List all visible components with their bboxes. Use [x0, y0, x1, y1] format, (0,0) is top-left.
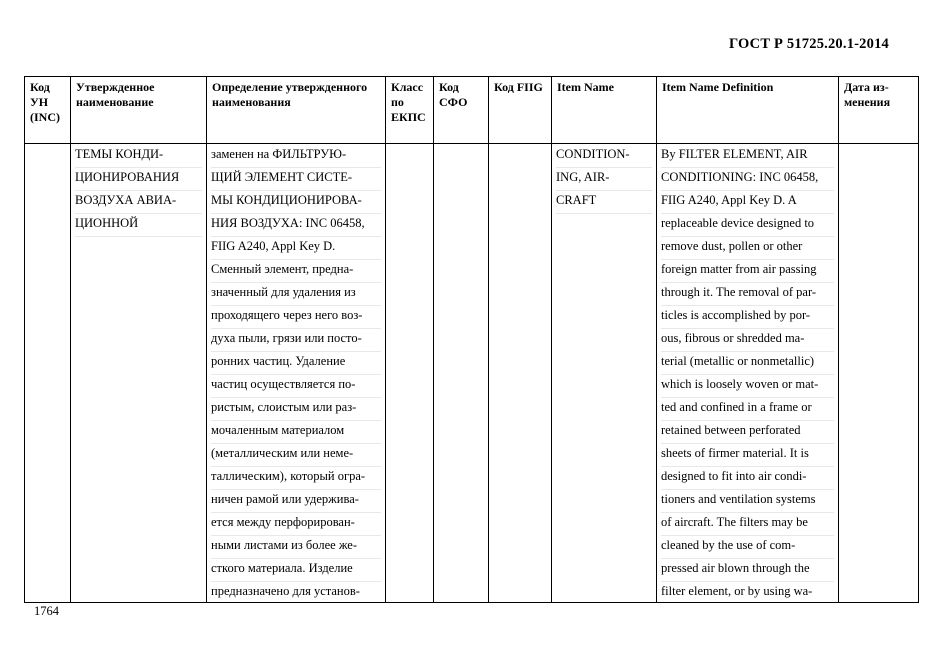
text-line: ТЕМЫ КОНДИ-	[75, 145, 202, 168]
cell-item-name	[552, 144, 657, 603]
cell-sfo-code	[434, 144, 489, 603]
text-line: мочаленным материалом	[211, 421, 381, 444]
catalog-table	[24, 76, 919, 603]
text-line: By FILTER ELEMENT, AIR	[661, 145, 834, 168]
text-line: FIIG A240, Appl Key D. A	[661, 191, 834, 214]
column-header-change-date: Дата из-менения	[839, 77, 919, 144]
text-line: ING, AIR-	[556, 168, 652, 191]
text-line: FIIG A240, Appl Key D.	[211, 237, 381, 260]
text-line: through it. The removal of par-	[661, 283, 834, 306]
text-line: of aircraft. The filters may be	[661, 513, 834, 536]
column-header-sfo-code: Код СФО	[434, 77, 489, 144]
text-line: сткого материала. Изделие	[211, 559, 381, 582]
cell-inc	[25, 144, 71, 603]
cell-item-name-definition	[657, 144, 839, 603]
text-line: частиц осуществляется по-	[211, 375, 381, 398]
document-header-standard: ГОСТ Р 51725.20.1-2014	[728, 36, 889, 52]
text-line: tioners and ventilation systems	[661, 490, 834, 513]
text-line: pressed air blown through the	[661, 559, 834, 582]
text-line: CONDITIONING: INC 06458,	[661, 168, 834, 191]
text-line: таллическим), который огра-	[211, 467, 381, 490]
table-row	[25, 144, 919, 603]
text-line: (металлическим или неме-	[211, 444, 381, 467]
text-line: НИЯ ВОЗДУХА: INC 06458,	[211, 214, 381, 237]
column-header-definition-ru: Определение утвержденного наименования	[207, 77, 386, 144]
text-line: Сменный элемент, предна-	[211, 260, 381, 283]
text-line: terial (metallic or nonmetallic)	[661, 352, 834, 375]
text-line: ticles is accomplished by por-	[661, 306, 834, 329]
cell-definition-ru	[207, 144, 386, 603]
text-line: designed to fit into air condi-	[661, 467, 834, 490]
cell-change-date	[839, 144, 919, 603]
text-line: ронних частиц. Удаление	[211, 352, 381, 375]
column-header-approved-name: Утвержденное наименование	[71, 77, 207, 144]
text-line: духа пыли, грязи или посто-	[211, 329, 381, 352]
column-header-fiig-code: Код FIIG	[489, 77, 552, 144]
column-header-item-name-definition: Item Name Definition	[657, 77, 839, 144]
text-line: ous, fibrous or shredded ma-	[661, 329, 834, 352]
text-line: CRAFT	[556, 191, 652, 214]
text-line: retained between perforated	[661, 421, 834, 444]
text-line: CONDITION-	[556, 145, 652, 168]
text-line: foreign matter from air passing	[661, 260, 834, 283]
cell-fiig-code	[489, 144, 552, 603]
text-line: заменен на ФИЛЬТРУЮ-	[211, 145, 381, 168]
column-header-inc: Код УН (INC)	[25, 77, 71, 144]
column-header-ekps-class: Класс по ЕКПС	[386, 77, 434, 144]
text-line: ными листами из более же-	[211, 536, 381, 559]
text-line: which is loosely woven or mat-	[661, 375, 834, 398]
table-header-row	[25, 77, 919, 144]
text-line: ничен рамой или удержива-	[211, 490, 381, 513]
text-line: ВОЗДУХА АВИА-	[75, 191, 202, 214]
page-number: 1764	[34, 604, 59, 618]
text-line: remove dust, pollen or other	[661, 237, 834, 260]
text-line: cleaned by the use of com-	[661, 536, 834, 559]
text-line: предназначено для установ-	[211, 582, 381, 602]
text-line: ЦИОННОЙ	[75, 214, 202, 237]
text-line: replaceable device designed to	[661, 214, 834, 237]
cell-ekps-class	[386, 144, 434, 603]
text-line: МЫ КОНДИЦИОНИРОВА-	[211, 191, 381, 214]
text-line: ted and confined in a frame or	[661, 398, 834, 421]
cell-approved-name	[71, 144, 207, 603]
text-line: ристым, слоистым или раз-	[211, 398, 381, 421]
text-line: ется между перфорирован-	[211, 513, 381, 536]
text-line: ЩИЙ ЭЛЕМЕНТ СИСТЕ-	[211, 168, 381, 191]
text-line: значенный для удаления из	[211, 283, 381, 306]
text-line: sheets of firmer material. It is	[661, 444, 834, 467]
text-line: проходящего через него воз-	[211, 306, 381, 329]
column-header-item-name: Item Name	[552, 77, 657, 144]
text-line: filter element, or by using wa-	[661, 582, 834, 602]
text-line: ЦИОНИРОВАНИЯ	[75, 168, 202, 191]
